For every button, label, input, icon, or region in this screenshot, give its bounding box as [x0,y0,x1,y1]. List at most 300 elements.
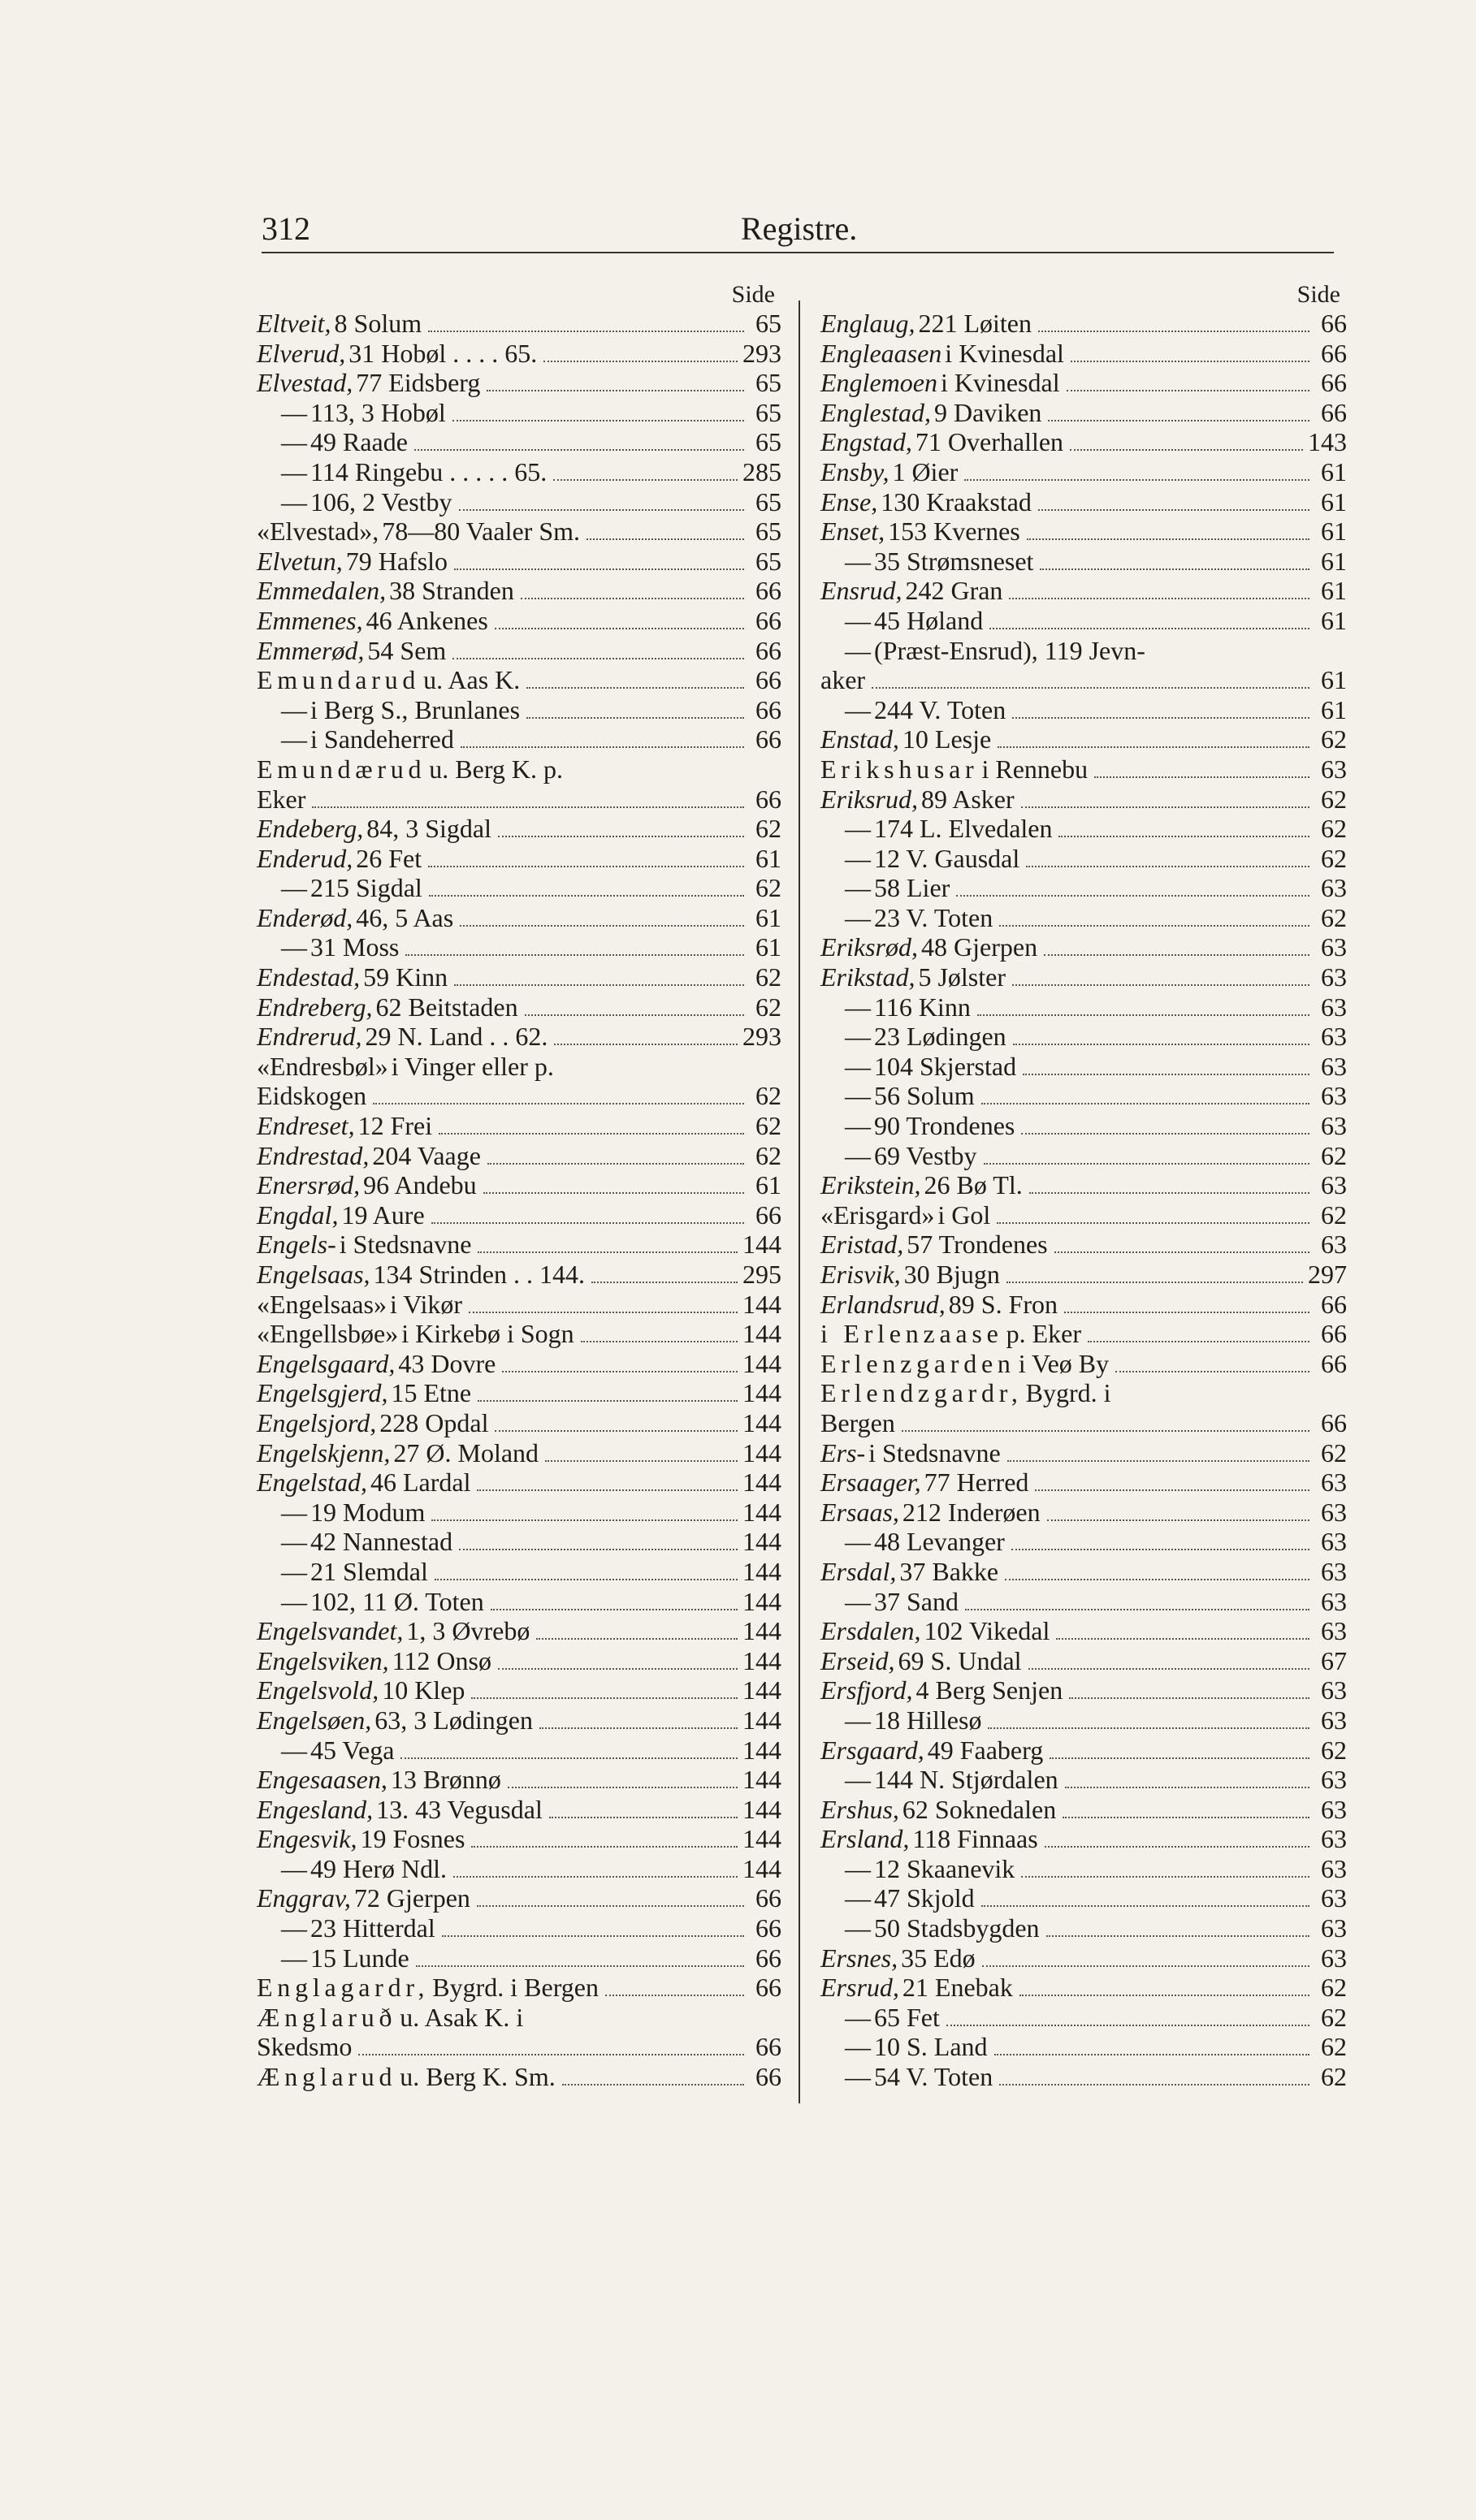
index-entry [257,1735,781,1766]
index-entry [820,1290,1347,1320]
entry-name: Engesland, [257,1794,374,1824]
entry-location: 15 Lunde [310,1943,409,1973]
dot-leader [483,1192,744,1194]
entry-name: Engels- [257,1230,336,1260]
index-entry [820,1498,1347,1528]
dot-leader [553,479,738,481]
dot-leader [872,687,1309,689]
dot-leader [554,1044,738,1045]
index-entry [257,606,781,636]
index-entry [257,398,781,428]
entry-location: 45 Vega [310,1735,395,1765]
entry-name: Bergen [820,1407,895,1437]
entry-location: 13 Brønnø [390,1765,501,1795]
dot-leader [1040,568,1309,570]
dot-leader [1021,1876,1309,1878]
dot-leader [1045,1846,1309,1848]
entry-page: 144 [742,1289,781,1319]
dot-leader [1088,1341,1309,1342]
entry-location: 12 Frei [357,1111,433,1141]
entry-location: 15 Etne [391,1378,472,1408]
dot-leader [994,2054,1309,2055]
entry-name: Enstad, [820,724,899,754]
dot-leader [452,420,744,421]
index-column-left [257,281,781,2092]
index-entry [820,1675,1347,1705]
entry-page: 144 [742,1586,781,1616]
entry-page: 62 [1321,902,1347,932]
index-entry [820,814,1347,844]
dot-leader [498,1668,738,1670]
index-entry [257,457,781,487]
dot-leader [428,331,744,332]
index-entry [820,665,1347,695]
entry-name: Ers- [820,1437,866,1467]
entry-location: u. Berg K. Sm. [400,2062,556,2092]
dot-leader [495,1430,738,1432]
entry-location: 12 V. Gausdal [874,843,1020,873]
entry-page: 297 [1308,1260,1347,1289]
entry-name: Ænglarud [257,2062,397,2092]
index-entry [257,1527,781,1557]
entry-location: Bygrd. i [1025,1378,1111,1408]
index-entry [820,1200,1347,1230]
index-entry [820,1230,1347,1260]
index-entry [820,1141,1347,1171]
entry-page: 61 [1321,456,1347,486]
entry-name: Enderud, [257,843,353,873]
entry-name: — [281,1586,307,1616]
entry-page: 61 [755,902,781,932]
index-entry [257,1824,781,1854]
index-entry [820,932,1347,962]
index-entry [257,1557,781,1587]
dot-leader [491,1609,738,1610]
entry-name: Engelsgaard, [257,1348,396,1378]
entry-location: 114 Ringebu . . . . . 65. [310,456,548,486]
entry-page: 295 [742,1260,781,1289]
entry-location: 49 Herø Ndl. [310,1853,447,1883]
entry-name: — [845,1051,871,1081]
entry-location: 1, 3 Øvrebø [406,1616,530,1646]
entry-location: 228 Opdal [379,1407,489,1437]
entry-page: 63 [1321,1853,1347,1883]
entry-name: Skedsmo [257,2032,353,2062]
entry-page: 62 [755,992,781,1022]
entry-location: 23 Lødingen [874,1022,1006,1052]
dot-leader [1115,1371,1309,1372]
entry-name: Ersrud, [820,1973,899,2003]
dot-leader [1069,1697,1309,1699]
dot-leader [989,628,1309,629]
entry-page: 66 [755,1883,781,1913]
entry-location: u. Berg K. p. [429,754,564,784]
dot-leader [965,1609,1309,1610]
entry-name: — [281,427,307,457]
dot-leader [1067,390,1309,391]
entry-location: 144 N. Stjørdalen [874,1765,1058,1795]
entry-location: 153 Kvernes [888,517,1020,547]
index-entry [820,754,1347,785]
entry-name: Erseid, [820,1645,895,1675]
entry-location: 19 Modum [310,1497,426,1527]
entry-name: Eriksrød, [820,932,918,962]
dot-leader [1012,717,1309,719]
index-entry [257,1438,781,1468]
index-entry [257,1587,781,1617]
entry-name: «Elvestad», [257,517,379,547]
dot-leader [539,1727,738,1729]
dot-leader [998,746,1309,748]
dot-leader [461,746,744,748]
entry-name: Ersaas, [820,1497,899,1527]
entry-page: 63 [1321,1022,1347,1052]
index-entry [257,1141,781,1171]
entry-page: 65 [755,368,781,398]
index-entry [257,665,781,695]
index-entry [257,2003,781,2033]
dot-leader [562,2084,744,2086]
entry-location: i Vinger eller p. [391,1051,554,1081]
entry-page: 65 [755,427,781,457]
dot-leader [454,984,744,986]
dot-leader [454,568,744,570]
entry-page: 144 [742,1645,781,1675]
entry-location: 48 Levanger [874,1527,1005,1557]
entry-page: 62 [1321,2062,1347,2092]
entry-location: i Sandeherred [310,724,454,754]
entry-location: 62 Soknedalen [902,1794,1057,1824]
entry-name: i Erlenzaase [820,1319,1003,1349]
entry-name: — [281,1527,307,1557]
entry-location: 42 Nannestad [310,1527,453,1557]
dot-leader [1094,776,1309,778]
dot-leader [997,1222,1309,1224]
entry-page: 63 [1321,1497,1347,1527]
entry-page: 63 [1321,1111,1347,1141]
entry-page: 63 [1321,1794,1347,1824]
entry-page: 143 [1308,427,1347,457]
entry-location: 78—80 Vaaler Sm. [382,517,581,547]
entry-page: 61 [755,1170,781,1200]
index-entry [257,1854,781,1884]
dot-leader [1019,1995,1309,1996]
index-entry [820,1795,1347,1825]
entry-name: aker [820,665,866,695]
index-entry [820,1616,1347,1646]
dot-leader [414,449,744,451]
index-entry [820,606,1347,636]
entry-location: 19 Aure [341,1199,425,1230]
entry-page: 63 [1321,992,1347,1022]
dot-leader [549,1817,738,1818]
entry-location: 45 Høland [874,605,984,635]
entry-location: 9 Daviken [933,397,1042,427]
index-entry [257,932,781,962]
dot-leader [526,717,744,719]
entry-location: 18 Hillesø [874,1705,982,1735]
entry-name: Englaug, [820,309,915,338]
entry-page: 144 [742,1765,781,1795]
entry-page: 144 [742,1675,781,1705]
entry-location: 118 Finnaas [912,1824,1038,1854]
entry-location: 46 Lardal [370,1467,471,1498]
entry-name: — [845,1705,871,1735]
entry-name: Ersfjord, [820,1675,913,1705]
entry-name: Eidskogen [257,1081,367,1111]
index-entry [257,576,781,606]
index-entry [257,1795,781,1825]
index-entry [257,695,781,725]
dot-leader [460,925,744,927]
entry-page: 65 [755,486,781,517]
entry-location: 23 Hitterdal [310,1913,435,1943]
entry-page: 66 [1321,309,1347,338]
entry-location: i Kvinesdal [945,338,1064,368]
index-entry [820,547,1347,577]
entry-location: Bygrd. i Bergen [432,1973,599,2003]
entry-location: 49 Faaberg [927,1735,1044,1765]
index-entry [257,1467,781,1498]
entry-name: — [845,605,871,635]
index-entry [820,1735,1347,1766]
entry-location: i Kvinesdal [940,368,1060,398]
entry-location: 71 Overhallen [915,427,1064,457]
entry-name: — [281,724,307,754]
entry-name: Erikstein, [820,1170,921,1200]
entry-name: Enggrav, [257,1883,351,1913]
entry-page: 66 [1321,1407,1347,1437]
index-entry [257,309,781,339]
entry-name: — [845,2032,871,2062]
entry-location: 21 Slemdal [310,1556,428,1586]
entry-page: 144 [742,1407,781,1437]
entry-location: 72 Gjerpen [353,1883,470,1913]
entry-name: «Endresbøl» [257,1051,388,1081]
entry-page: 65 [755,397,781,427]
entry-page: 63 [1321,1170,1347,1200]
index-entry [257,1675,781,1705]
index-entry [820,1824,1347,1854]
entry-page: 66 [755,784,781,814]
entry-page: 63 [1321,1467,1347,1498]
dot-leader [1006,1282,1303,1283]
entry-name: Erisvik, [820,1260,901,1289]
entry-location: (Præst-Ensrud), 119 Jevn- [874,635,1145,665]
dot-leader [478,1400,738,1402]
index-entry [820,844,1347,874]
dot-leader [471,1697,738,1699]
index-entry [820,457,1347,487]
entry-name: — [281,456,307,486]
entry-page: 63 [1321,1883,1347,1913]
entry-page: 285 [742,456,781,486]
entry-name: «Engellsbøe» [257,1319,399,1349]
entry-name: Emmerød, [257,635,365,665]
index-entry [257,636,781,666]
entry-name: Enset, [820,517,885,547]
dot-leader [1021,1133,1309,1135]
entry-page: 63 [1321,1765,1347,1795]
index-entry [257,1052,781,1082]
dot-leader [1005,1579,1309,1580]
index-entry [820,1438,1347,1468]
entry-name: Engdal, [257,1199,339,1230]
entry-location: 215 Sigdal [310,873,422,903]
entry-page: 65 [755,517,781,547]
dot-leader [1038,509,1309,511]
index-entry [257,1765,781,1795]
entry-name: — [281,486,307,517]
column-divider [799,300,800,2103]
entry-page: 66 [755,576,781,606]
dot-leader [1027,538,1309,540]
dot-leader [605,1995,744,1996]
entry-name: Emmenes, [257,605,363,635]
dot-leader [964,479,1309,481]
side-label: Side [1296,281,1340,308]
entry-page: 63 [1321,1675,1347,1705]
entry-page: 66 [755,665,781,695]
index-entry [257,754,781,785]
entry-page: 65 [755,546,781,576]
entry-name: Emmedalen, [257,576,387,606]
index-entry [820,2003,1347,2033]
entry-name: Eker [257,784,306,814]
entry-name: Erikstad, [820,962,915,992]
entry-page: 144 [742,1705,781,1735]
entry-page: 62 [755,1111,781,1141]
entry-name: — [845,873,871,903]
entry-page: 66 [1321,1289,1347,1319]
entry-location: 84, 3 Sigdal [366,814,491,844]
entry-location: i Veø By [1018,1348,1110,1378]
index-entry [820,1052,1347,1082]
entry-name: Ersaager, [820,1467,921,1498]
entry-name: Engelsviken, [257,1645,389,1675]
entry-page: 61 [1321,517,1347,547]
entry-page: 63 [1321,1081,1347,1111]
entry-name: — [845,902,871,932]
index-entry [257,517,781,547]
dot-leader [469,1312,738,1313]
dot-leader [358,2054,744,2055]
dot-leader [525,1014,744,1016]
dot-leader [1046,1935,1309,1937]
dot-leader [1007,1460,1309,1462]
dot-leader [435,1579,738,1580]
dot-leader [1065,1787,1309,1788]
entry-location: 26 Fet [356,843,422,873]
entry-name: Engelsøen, [257,1705,372,1735]
entry-location: 221 Løiten [918,309,1032,338]
index-entry [820,1527,1347,1557]
dot-leader [477,1489,738,1491]
dot-leader [1035,1489,1309,1491]
entry-name: Engelsgjerd, [257,1378,388,1408]
entry-location: 46 Ankenes [366,605,488,635]
index-entry [820,1349,1347,1379]
entry-location: 69 Vestby [874,1140,977,1170]
entry-page: 66 [755,635,781,665]
entry-name: Ensby, [820,456,889,486]
index-entry [820,1378,1347,1408]
index-entry [257,992,781,1022]
dot-leader [1058,836,1309,837]
dot-leader [1071,361,1309,362]
entry-name: Endeberg, [257,814,364,844]
entry-page: 63 [1321,962,1347,992]
index-entry [820,1081,1347,1111]
entry-name: Endreberg, [257,992,373,1022]
dot-leader [526,687,744,689]
entry-location: 10 Lesje [902,724,992,754]
entry-page: 62 [1321,1973,1347,2003]
entry-location: 69 S. Undal [898,1645,1022,1675]
index-entry [820,1260,1347,1290]
entry-page: 66 [1321,397,1347,427]
index-entry [820,1854,1347,1884]
dot-leader [956,895,1309,897]
entry-name: Ersdal, [820,1556,897,1586]
index-entry [820,1111,1347,1141]
entry-location: 38 Stranden [389,576,514,606]
entry-name: Endrestad, [257,1140,370,1170]
entry-name: Eristad, [820,1230,904,1260]
entry-page: 61 [1321,665,1347,695]
entry-location: 90 Trondenes [874,1111,1015,1141]
entry-location: 35 Edø [901,1943,976,1973]
entry-location: 13. 43 Vegusdal [376,1794,543,1824]
entry-page: 144 [742,1378,781,1408]
entry-page: 61 [755,932,781,962]
entry-page: 144 [742,1616,781,1646]
entry-name: Elverud, [257,338,346,368]
index-entry [257,1943,781,1973]
entry-name: «Erisgard» [820,1199,935,1230]
dot-leader [429,895,744,897]
entry-name: — [281,694,307,724]
entry-location: 37 Sand [874,1586,959,1616]
entry-name: Englestad, [820,397,931,427]
index-entry [820,992,1347,1022]
entry-list-left [257,309,781,2092]
entry-name: Endreset, [257,1111,355,1141]
entry-page: 62 [1321,1437,1347,1467]
dot-leader [487,390,744,391]
entry-name: Engleaasen [820,338,942,368]
dot-leader [1023,1074,1309,1075]
index-entry [820,1022,1347,1052]
entry-page: 144 [742,1853,781,1883]
entry-page: 66 [1321,1348,1347,1378]
index-entry [820,785,1347,815]
dot-leader [431,1222,744,1224]
entry-name: — [281,1556,307,1586]
entry-name: Elvestad, [257,368,353,398]
entry-location: 134 Strinden . . 144. [373,1260,585,1289]
entry-page: 62 [1321,1199,1347,1230]
entry-page: 144 [742,1794,781,1824]
dot-leader [498,836,744,837]
dot-leader [1038,331,1309,332]
index-entry [257,1260,781,1290]
entry-page: 63 [1321,1616,1347,1646]
index-entry [257,962,781,992]
entry-location: 116 Kinn [874,992,971,1022]
entry-location: 21 Enebak [902,1973,1013,2003]
entry-location: i Stedsnavne [339,1230,472,1260]
